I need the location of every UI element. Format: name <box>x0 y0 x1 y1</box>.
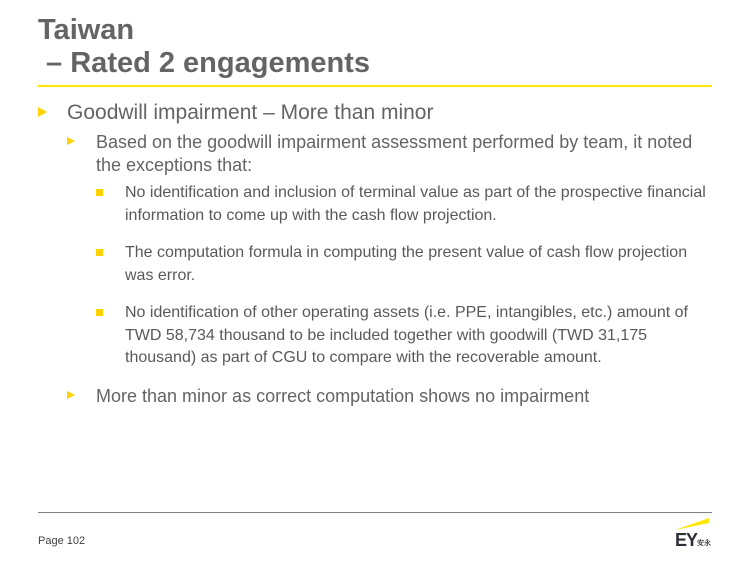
title-line-1: Taiwan <box>38 14 135 46</box>
exception-text: No identification of other operating assets (i.e. PPE, intangibles, etc.) amount of TWD 58,734 thousand to be included together with goodwill (TWD 31,175 thousand) as part of CGU to compare with the recoverable amount. <box>125 304 688 366</box>
title-line-2: – Rated 2 engagements <box>38 47 370 79</box>
arrow-bullet-icon <box>38 107 47 117</box>
arrow-bullet-icon <box>67 137 75 145</box>
heading-bullet <box>38 100 718 125</box>
sub-bullet <box>67 385 718 408</box>
square-bullet-icon <box>96 249 103 256</box>
exception-item <box>96 182 718 227</box>
slide-title <box>38 14 370 80</box>
sub-bullet-text: More than minor as correct computation shows no impairment <box>96 385 590 406</box>
page-number: Page 102 <box>38 535 86 547</box>
square-bullet-icon <box>96 309 103 316</box>
logo-chinese-text: 安永 <box>697 540 711 547</box>
heading-text: Goodwill impairment – More than minor <box>67 101 434 124</box>
exception-text: No identification and inclusion of terminal value as part of the prospective financial information to come up with the cash flow projection. <box>125 184 706 224</box>
exception-item <box>96 302 718 370</box>
footer-divider <box>38 512 712 513</box>
exception-item <box>96 242 718 287</box>
title-underline <box>38 85 712 87</box>
slide-content <box>38 100 718 412</box>
sub-bullet-text: Based on the goodwill impairment assessment performed by team, it noted the exceptions that: <box>96 132 693 175</box>
logo-text: EY <box>675 530 698 550</box>
square-bullet-icon <box>96 189 103 196</box>
ey-logo <box>672 518 716 552</box>
arrow-bullet-icon <box>67 391 75 399</box>
exception-text: The computation formula in computing the present value of cash flow projection was error. <box>125 244 688 284</box>
sub-bullet <box>67 131 718 177</box>
